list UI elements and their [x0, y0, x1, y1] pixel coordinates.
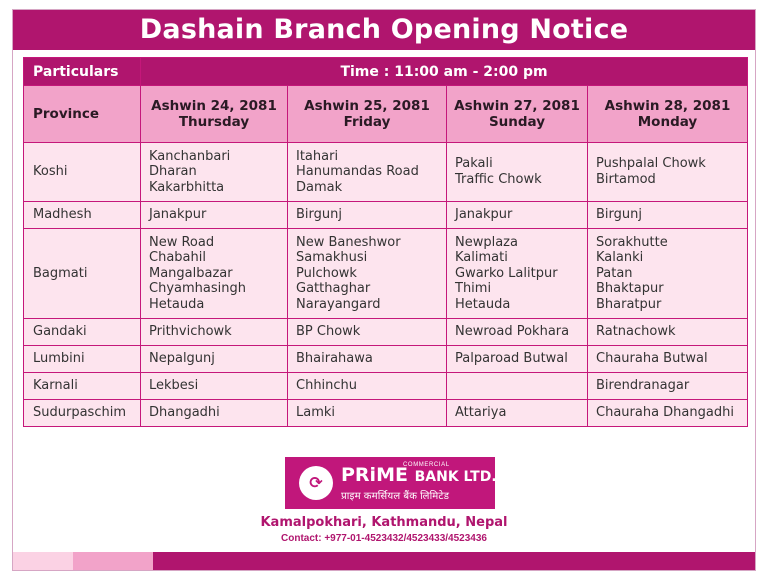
branch-name: Birgunj [296, 207, 342, 223]
day-header [588, 86, 748, 143]
footer-band-light [13, 552, 73, 570]
branch-cell [447, 229, 588, 319]
branch-name: Damak [296, 179, 343, 195]
branch-cell [288, 202, 447, 229]
table-body [24, 143, 748, 427]
branch-name: Gwarko Lalitpur [455, 265, 558, 281]
branch-name: Newroad Pokhara [455, 324, 570, 340]
notice-title: Dashain Branch Opening Notice [13, 10, 755, 50]
branch-cell [141, 400, 288, 427]
branch-name: Birendranagar [596, 378, 690, 394]
day-date: Ashwin 24, 2081 [151, 98, 277, 114]
branch-cell [288, 229, 447, 319]
branch-name: Dharan [149, 164, 197, 180]
day-header [288, 86, 447, 143]
branch-name: Chyamhasingh [149, 281, 246, 297]
branch-cell [588, 346, 748, 373]
logo-devanagari-text: प्राइम कमर्सियल बैंक लिमिटेड [341, 491, 450, 502]
footer-band-mid [73, 552, 153, 570]
branch-cell [588, 229, 748, 319]
day-weekday: Monday [637, 114, 698, 130]
branch-cell [288, 143, 447, 202]
branch-name: New Road [149, 234, 215, 250]
prime-bank-logo [285, 457, 495, 509]
branch-name: Chauraha Dhangadhi [596, 405, 734, 421]
branch-cell [141, 202, 288, 229]
day-header [447, 86, 588, 143]
branch-name: Itahari [296, 148, 339, 164]
branch-name: Lekbesi [149, 378, 199, 394]
branch-name: Kakarbhitta [149, 179, 225, 195]
branch-name: Pakali [455, 156, 493, 172]
branch-name: Chabahil [149, 250, 206, 266]
branch-cell [288, 400, 447, 427]
branch-name: Janakpur [149, 207, 207, 223]
branch-name: Thimi [455, 281, 492, 297]
day-header [141, 86, 288, 143]
branch-name: Nepalgunj [149, 351, 215, 367]
branch-name: Birtamod [596, 172, 656, 187]
branch-name: Gatthaghar [296, 281, 371, 297]
branch-name: Janakpur [455, 207, 513, 223]
branch-name: Prithvichowk [149, 324, 232, 340]
branch-name: Mangalbazar [149, 265, 233, 281]
branch-name: Ratnachowk [596, 324, 676, 340]
logo-bank-text: BANK LTD. [414, 469, 497, 485]
day-date: Ashwin 25, 2081 [304, 98, 430, 114]
province-cell: Bagmati [24, 229, 141, 319]
branch-name: Newplaza [455, 234, 518, 250]
branch-name: Patan [596, 265, 633, 281]
table-row [24, 400, 748, 427]
branch-name: Chhinchu [296, 378, 358, 394]
branch-name: Dhangadhi [149, 405, 220, 421]
branch-name: Kalimati [455, 250, 508, 266]
branch-name: Kalanki [596, 250, 644, 266]
branch-name: Pulchowk [296, 265, 357, 281]
logo-prime-text: PRiME [341, 464, 408, 486]
branch-cell [588, 319, 748, 346]
branch-cell [141, 373, 288, 400]
branch-cell [447, 319, 588, 346]
table-row [24, 143, 748, 202]
branch-cell [141, 143, 288, 202]
branch-cell [288, 319, 447, 346]
branch-name: Hetauda [149, 296, 205, 312]
province-cell: Madhesh [24, 202, 141, 229]
table-row [24, 373, 748, 400]
branch-name: Palparoad Butwal [455, 351, 568, 367]
province-cell: Karnali [24, 373, 141, 400]
branch-name: Bhaktapur [596, 281, 664, 297]
table-row [24, 319, 748, 346]
branch-name: Samakhusi [296, 250, 368, 266]
branch-cell [141, 319, 288, 346]
branch-cell [288, 346, 447, 373]
branch-cell [588, 373, 748, 400]
branch-cell [447, 143, 588, 202]
date-header-row [24, 86, 748, 143]
branch-cell [141, 346, 288, 373]
province-cell: Sudurpaschim [24, 400, 141, 427]
branch-cell [447, 400, 588, 427]
province-cell: Koshi [24, 143, 141, 202]
logo-mark-icon: ⟳ [299, 466, 333, 500]
branch-name: Hetauda [455, 296, 511, 312]
branch-name: Bharatpur [596, 296, 662, 312]
branch-name: Birgunj [596, 207, 642, 223]
day-weekday: Friday [343, 114, 391, 130]
province-cell: Gandaki [24, 319, 141, 346]
branch-name: New Baneshwor [296, 234, 401, 250]
branch-cell [588, 143, 748, 202]
branch-name: Traffic Chowk [455, 172, 542, 187]
branch-name: BP Chowk [296, 324, 361, 340]
branch-cell [447, 202, 588, 229]
time-header: Time : 11:00 am - 2:00 pm [141, 58, 748, 86]
branch-name: Attariya [455, 405, 507, 421]
table-header-row [24, 58, 748, 86]
branch-cell [447, 373, 588, 400]
address-text: Kamalpokhari, Kathmandu, Nepal [260, 515, 508, 530]
branch-cell [288, 373, 447, 400]
branch-cell [447, 346, 588, 373]
branch-name: Chauraha Butwal [596, 351, 708, 367]
table-row [24, 202, 748, 229]
province-header: Province [24, 86, 141, 143]
logo-commercial-text: COMMERCIAL [403, 462, 450, 468]
branch-cell [588, 400, 748, 427]
branch-name: Hanumandas Road [296, 164, 419, 180]
particulars-header: Particulars [24, 58, 141, 86]
table-row [24, 346, 748, 373]
branch-name: Lamki [296, 405, 336, 421]
day-date: Ashwin 27, 2081 [454, 98, 580, 114]
notice-frame [12, 9, 756, 571]
branch-cell [141, 229, 288, 319]
footer-band-dark [153, 552, 755, 570]
day-weekday: Sunday [488, 114, 546, 130]
table-row [24, 229, 748, 319]
branch-schedule-table [23, 57, 748, 427]
day-weekday: Thursday [178, 114, 250, 130]
branch-cell [588, 202, 748, 229]
branch-name: Bhairahawa [296, 351, 373, 367]
branch-name: Narayangard [296, 296, 381, 312]
logo-name [341, 465, 497, 487]
province-cell: Lumbini [24, 346, 141, 373]
branch-name: Pushpalal Chowk [596, 156, 706, 172]
contact-text: Contact: +977-01-4523432/4523433/4523436 [281, 533, 487, 544]
branch-name: Kanchanbari [149, 148, 231, 164]
day-date: Ashwin 28, 2081 [604, 98, 731, 114]
branch-name: Sorakhutte [596, 234, 668, 250]
